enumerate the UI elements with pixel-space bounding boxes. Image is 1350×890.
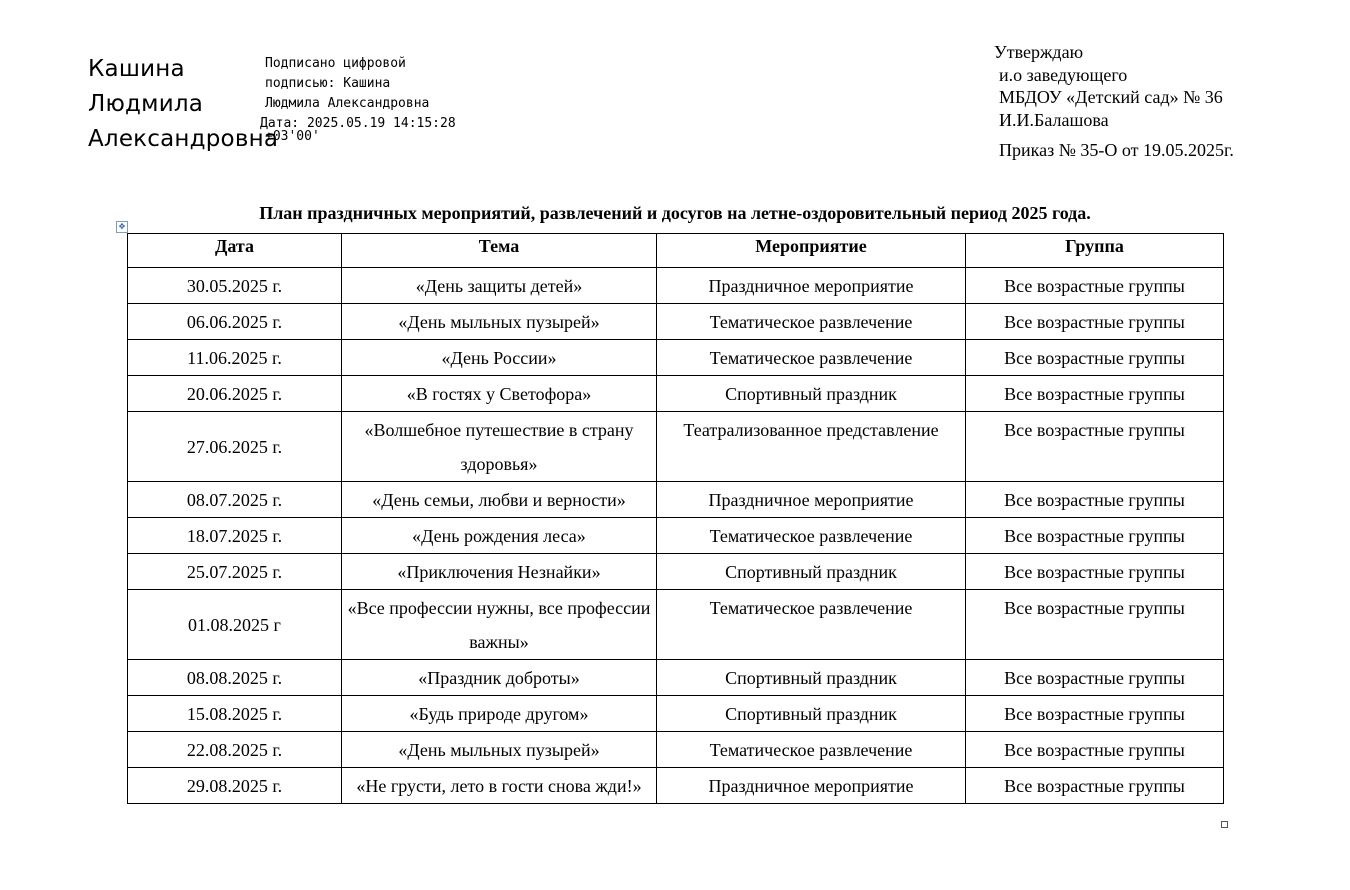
cell-event: Спортивный праздник: [657, 554, 966, 590]
cell-event: Праздничное мероприятие: [657, 482, 966, 518]
cell-date: 06.06.2025 г.: [128, 304, 342, 340]
cell-date: 18.07.2025 г.: [128, 518, 342, 554]
cell-group: Все возрастные группы: [966, 768, 1224, 804]
cell-topic: «Приключения Незнайки»: [342, 554, 657, 590]
cell-date: 01.08.2025 г: [128, 590, 342, 660]
cell-event: Спортивный праздник: [657, 660, 966, 696]
signature-name: [88, 52, 278, 157]
cell-group: Все возрастные группы: [966, 340, 1224, 376]
cell-topic: «День мыльных пузырей»: [342, 732, 657, 768]
cell-date: 20.06.2025 г.: [128, 376, 342, 412]
cell-date: 11.06.2025 г.: [128, 340, 342, 376]
cell-group: Все возрастные группы: [966, 696, 1224, 732]
cell-date: 15.08.2025 г.: [128, 696, 342, 732]
cell-group: Все возрастные группы: [966, 518, 1224, 554]
table-row: [128, 268, 1224, 304]
cell-date: 25.07.2025 г.: [128, 554, 342, 590]
signature-name-line: Людмила: [88, 91, 204, 117]
approval-line: и.о заведующего: [999, 64, 1128, 85]
table-row: [128, 660, 1224, 696]
cell-group: Все возрастные группы: [966, 590, 1224, 660]
table-row: [128, 376, 1224, 412]
table-row: [128, 518, 1224, 554]
header-date: Дата: [128, 234, 342, 268]
cell-date: 30.05.2025 г.: [128, 268, 342, 304]
cell-date: 29.08.2025 г.: [128, 768, 342, 804]
cell-event: Тематическое развлечение: [657, 340, 966, 376]
signature-name-line: Кашина: [88, 56, 185, 82]
table-row: [128, 304, 1224, 340]
table-row: [128, 590, 1224, 660]
cell-group: Все возрастные группы: [966, 482, 1224, 518]
signature-name-line: Александровна: [88, 126, 279, 152]
table-row: [128, 554, 1224, 590]
cell-event: Тематическое развлечение: [657, 518, 966, 554]
cell-topic: «В гостях у Светофора»: [342, 376, 657, 412]
cell-topic: «День рождения леса»: [342, 518, 657, 554]
approval-line: МБДОУ «Детский сад» № 36: [999, 87, 1223, 107]
cell-event: Тематическое развлечение: [657, 590, 966, 660]
table-row: [128, 768, 1224, 804]
table-row: [128, 482, 1224, 518]
signature-date-line: Дата: 2025.05.19 14:15:28: [260, 116, 456, 131]
table-row: [128, 732, 1224, 768]
cell-group: Все возрастные группы: [966, 376, 1224, 412]
cell-date: 22.08.2025 г.: [128, 732, 342, 768]
signature-details: [260, 54, 456, 143]
cell-group: Все возрастные группы: [966, 554, 1224, 590]
cell-topic: «Будь природе другом»: [342, 696, 657, 732]
document-title: План праздничных мероприятий, развлечений и досугов на летне-оздоровительный период 2025 года.: [259, 203, 1091, 223]
cell-group: Все возрастные группы: [966, 412, 1224, 482]
cell-group: Все возрастные группы: [966, 304, 1224, 340]
cell-event: Праздничное мероприятие: [657, 268, 966, 304]
cell-group: Все возрастные группы: [966, 732, 1224, 768]
cell-topic: «Не грусти, лето в гости снова жди!»: [342, 768, 657, 804]
cell-event: Спортивный праздник: [657, 376, 966, 412]
table-resize-handle[interactable]: [1221, 821, 1228, 828]
cell-group: Все возрастные группы: [966, 660, 1224, 696]
signature-detail-line: Людмила Александровна: [265, 96, 430, 111]
approval-line: И.И.Балашова: [999, 109, 1109, 130]
header-group: Группа: [966, 234, 1224, 268]
approval-order-line: Приказ № 35-О от 19.05.2025г.: [999, 140, 1234, 160]
cell-date: 27.06.2025 г.: [128, 412, 342, 482]
events-table: [127, 233, 1224, 804]
signature-detail-line: Подписано цифровой: [265, 56, 406, 71]
cell-event: Тематическое развлечение: [657, 304, 966, 340]
table-row: [128, 340, 1224, 376]
signature-timezone-line: +03'00': [265, 129, 320, 144]
cell-topic: «День мыльных пузырей»: [342, 304, 657, 340]
cell-date: 08.08.2025 г.: [128, 660, 342, 696]
cell-topic: «День России»: [342, 340, 657, 376]
cell-topic: «Праздник доброты»: [342, 660, 657, 696]
cell-topic: «День семьи, любви и верности»: [342, 482, 657, 518]
cell-event: Праздничное мероприятие: [657, 768, 966, 804]
approval-block: [994, 41, 1234, 162]
cell-topic: «Все профессии нужны, все профессии важны»: [342, 590, 657, 660]
cell-event: Спортивный праздник: [657, 696, 966, 732]
approval-line: Утверждаю: [994, 42, 1084, 62]
cell-group: Все возрастные группы: [966, 268, 1224, 304]
table-row: [128, 696, 1224, 732]
cell-event: Тематическое развлечение: [657, 732, 966, 768]
table-row: [128, 412, 1224, 482]
signature-detail-line: подписью: Кашина: [265, 76, 391, 91]
table-header-row: [128, 234, 1224, 268]
cell-date: 08.07.2025 г.: [128, 482, 342, 518]
cell-event: Театрализованное представление: [657, 412, 966, 482]
table-move-handle-icon[interactable]: ✥: [116, 221, 128, 233]
cell-topic: «День защиты детей»: [342, 268, 657, 304]
header-topic: Тема: [342, 234, 657, 268]
cell-topic: «Волшебное путешествие в страну здоровья»: [342, 412, 657, 482]
header-event: Мероприятие: [657, 234, 966, 268]
